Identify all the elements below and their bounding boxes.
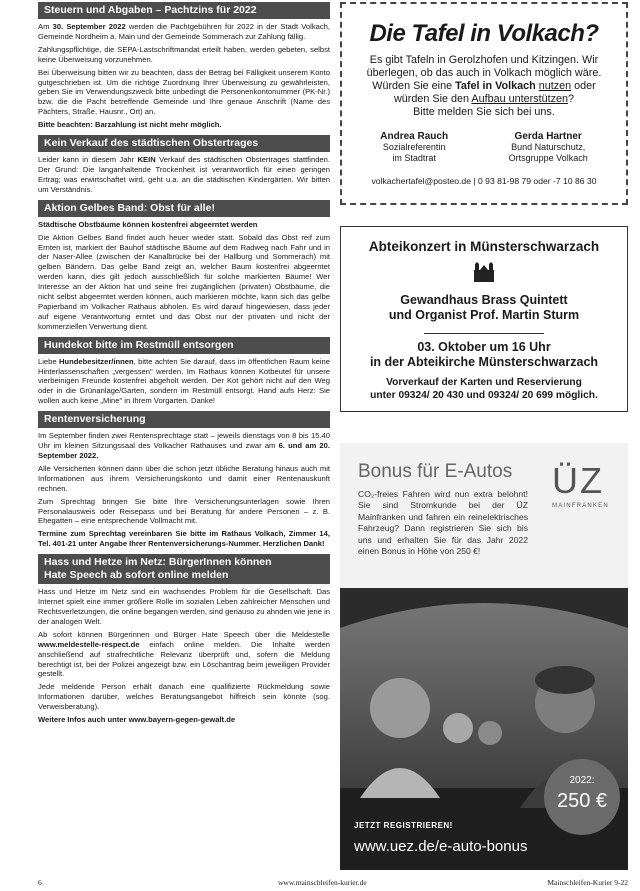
paragraph: Leider kann in diesem Jahr KEIN Verkauf des städtischen Obstertrages stattfinden. Der Grund: Die langanhaltende Trockenheit ist verantwortlich für einen geringen Ertrag; was erwirtschaftet wird, geht u.a. an die städtischen Kindergärten. Wir bitten um Verständnis. xyxy=(38,155,330,194)
section-heading: Kein Verkauf des städtischen Obstertrages xyxy=(38,135,330,152)
church-icon xyxy=(472,262,496,282)
bonus-badge: 2022: 250 € xyxy=(544,759,620,835)
section-heading: Rentenversicherung xyxy=(38,411,330,428)
konzert-presale: Vorverkauf der Karten und Reservierung unter 09324/ 20 430 und 09324/ 20 699 möglich. xyxy=(370,377,598,401)
footer-site: www.mainschleifen-kurier.de xyxy=(278,878,367,887)
uez-logo: ÜZ MAINFRANKEN xyxy=(552,460,609,509)
page-number: 6 xyxy=(38,878,42,887)
section-heading: Hundekot bitte im Restmüll entsorgen xyxy=(38,337,330,354)
section-gelbes-band xyxy=(38,200,330,332)
paragraph: Jede meldende Person erhält danach eine qualifizierte Rückmeldung sowie Informationen darüber, welches Beratungsangebot hilfreich sein könnte (sog. Verweisberatung). xyxy=(38,682,330,712)
section-hundekot xyxy=(38,337,330,407)
paragraph: Hass und Hetze im Netz sind ein wachsendes Problem für die Gesellschaft. Das Internet spielt eine immer größere Rolle im sozialen Leben zahlreicher Menschen und Rechtsverletzungen, die online begangen werden, sind genauso zu ahnden wie jene in der analogen Welt. xyxy=(38,587,330,626)
paragraph: Zahlungspflichtige, die SEPA-Lastschriftmandat erteilt haben, werden gebeten, selbst keine Überweisung vorzunehmen. xyxy=(38,44,330,64)
tafel-contact: volkachertafel@posteo.de | 0 93 81-98 79 oder -7 10 86 30 xyxy=(371,176,597,186)
paragraph: Im September finden zwei Rentensprechtage statt – jeweils dienstags von 8 bis 15.40 Uhr im kleinen Sitzungssaal des Volkacher Rathauses und zwar am 6. und am 20. September 2022. xyxy=(38,431,330,460)
konzert-venue: in der Abteikirche Münsterschwarzach xyxy=(369,355,599,369)
tafel-title: Die Tafel in Volkach? xyxy=(369,20,599,47)
paragraph: Liebe Hundebesitzer/innen, bitte achten Sie darauf, dass im öffentlichen Raum keine Hinterlassenschaften „vergessen" werden. Im Rathaus können Kotbeutel für unsere vierbeinigen Freunde kostenfrei abgeholt werden. Der Kot gehört nicht auf den Weg oder in die Grünanlage/Garten, sondern im Restmüll entsorgt. Hand aufs Herz: Sie wollen auch keine „Mine" in Ihrem Vorgarten. Danke! xyxy=(38,356,330,406)
left-column xyxy=(38,2,330,730)
section-heading: Aktion Gelbes Band: Obst für alle! xyxy=(38,200,330,217)
ad-title: Bonus für E-Autos xyxy=(358,461,513,482)
footer-issue: Mainschleifen-Kurier 9-22 xyxy=(547,878,628,887)
paragraph-bold: Bitte beachten: Barzahlung ist nicht mehr möglich. xyxy=(38,120,222,130)
signature-hartner: Gerda Hartner Bund Naturschutz, Ortsgruppe Volkach xyxy=(508,131,588,163)
tafel-box xyxy=(340,2,628,205)
register-cta[interactable]: JETZT REGISTRIEREN! xyxy=(354,821,453,830)
konzert-performers-2: und Organist Prof. Martin Sturm xyxy=(388,308,580,322)
paragraph: Die Aktion Gelbes Band findet auch heuer wieder statt. Sobald das Obst reif zum Ernten ist, markiert der Bauhof städtische Bäume auf dem Radweg nach Fahr und in der Naser-Allee (zwischen der Kanalbrücke bei der Hallburg und Sommerach) mit gelben Bändern. Das gelbe Band zeigt an, welcher Baum kostenfrei abgeerntet werden kann, dies gilt jedoch ausschließlich für solche markierten Bäume! Wer Interesse an der Aktion hat und seine frei zugänglichen (privaten) Obstbäume, die nicht selbst abgeerntet werden können, auch markieren möchte, kann sich das gelbe Papierband im Volkacher Rathaus abholen. Es wird darauf hingewiesen, dass jeder auf eigene Verantwortung erntet und das Obst nur der privaten und nicht der kommerziellen Verwertung dient. xyxy=(38,232,330,331)
paragraph-bold: Weitere Infos auch unter www.bayern-gegen-gewalt.de xyxy=(38,715,236,725)
tafel-body: Es gibt Tafeln in Gerolzhofen und Kitzingen. Wir überlegen, ob das auch in Volkach möglich wäre. Würden Sie eine Tafel in Volkach nutzen oder würden Sie den Aufbau unterstützen? Bitte melden Sie sich bei uns. xyxy=(366,54,602,118)
signature-rauch: Andrea Rauch Sozialreferentin im Stadtrat xyxy=(380,131,449,163)
ad-url-link[interactable]: www.uez.de/e-auto-bonus xyxy=(354,838,528,855)
ad-header xyxy=(340,443,628,588)
section-obstertrage xyxy=(38,135,330,195)
subheading: Städtische Obstbäume können kostenfrei abgeerntet werden xyxy=(38,219,258,229)
paragraph: Bei Überweisung bitten wir zu beachten, dass der Betrag bei Fälligkeit unserem Konto gutgeschrieben ist. Um die richtige Zuordnung Ihrer Überweisung zu gewährleisten, geben Sie im Verwendungszweck bitte unbedingt die Personenkontonummer (PK-Nr.) bzw. die die Pacht betreffende Gemeinde und Ihre genaue Anschrift (Name des Pächters, Straße, Hausnr., Ort) an. xyxy=(38,67,330,117)
paragraph: Zum Sprechtag bringen Sie bitte Ihre Versicherungsunterlagen sowie Ihren Personalausweis oder Reisepass und bei Beratung für andere Personen – z. B. Ehegatten – eine entsprechende Vollmacht mit. xyxy=(38,496,330,526)
tafel-signatures xyxy=(350,131,618,164)
divider xyxy=(424,333,544,334)
meldestelle-link[interactable]: www.meldestelle-respect.de xyxy=(38,639,140,649)
konzert-title: Abteikonzert in Münsterschwarzach xyxy=(368,239,600,254)
ad-text: CO₂-freies Fahren wird nun extra belohnt! Sie sind Stromkunde bei der ÜZ Mainfranken und fahren ein reinelektrisches Fahrzeug? Dann registrieren Sie sich bis uns und erhalten Sie für das Jahr 2022 einen Bonus in Höhe von 250 €! xyxy=(358,489,528,557)
section-steuern xyxy=(38,2,330,130)
section-rente xyxy=(38,411,330,549)
section-heading: Hass und Hetze im Netz: BürgerInnen können Hate Speech ab sofort online melden xyxy=(38,554,330,584)
uez-advertisement xyxy=(340,443,628,870)
section-heading: Steuern und Abgaben – Pachtzins für 2022 xyxy=(38,2,330,19)
paragraph-bold: Termine zum Sprechtag vereinbaren Sie bitte im Rathaus Volkach, Zimmer 14, Tel. 401-21 unter Angabe Ihrer Rentenversicherungs-Nummer. Herzlichen Dank! xyxy=(38,529,330,549)
konzert-performers-1: Gewandhaus Brass Quintett xyxy=(400,293,568,307)
section-hass xyxy=(38,554,330,725)
paragraph: Alle Versicherten können dann über die schon jetzt übliche Beratung hinaus auch mit Informationen aus ihrem Versicherungskonto und damit einer Rentenauskunft rechnen. xyxy=(38,463,330,493)
konzert-date: 03. Oktober um 16 Uhr xyxy=(417,340,551,354)
konzert-box xyxy=(340,226,628,412)
paragraph: Am 30. September 2022 werden die Pachtgebühren für 2022 in der Stadt Volkach, Gemeinde Nordheim a. Main und der Gemeinde Sommerach zur Zahlung fällig. xyxy=(38,22,330,41)
paragraph: Ab sofort können Bürgerinnen und Bürger Hate Speech über die Meldestelle www.meldestelle-respect.de einfach online melden. Die Inhalte werden anschließend auf strafrechtliche Relevanz überprüft und, sofern die Meldung berechtigt ist, bei der Polizei angezeigt bzw. ein Löschantrag beim jeweiligen Provider gestellt. xyxy=(38,629,330,679)
